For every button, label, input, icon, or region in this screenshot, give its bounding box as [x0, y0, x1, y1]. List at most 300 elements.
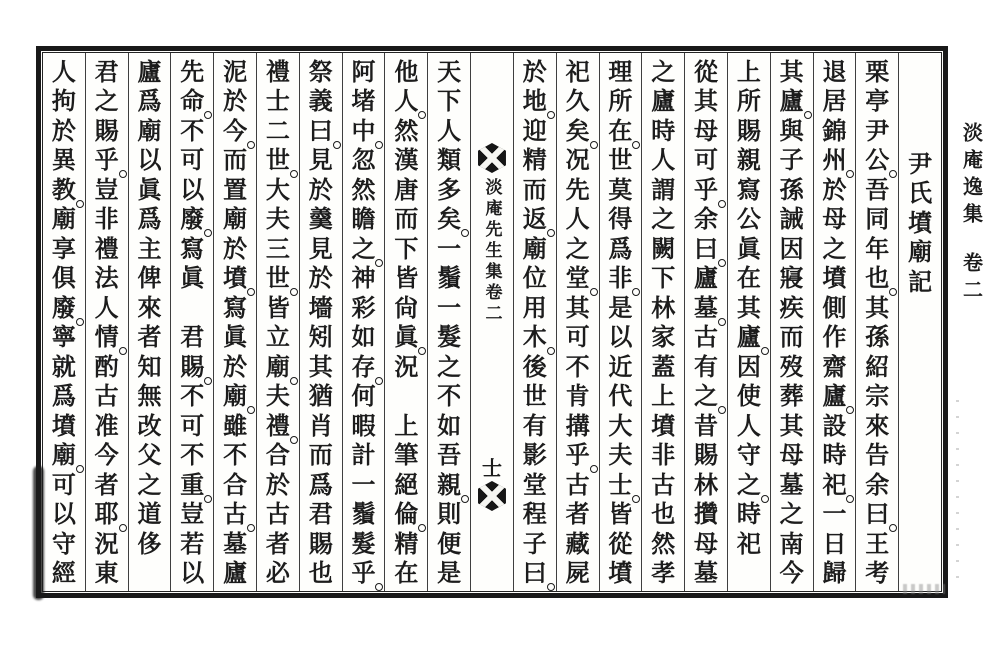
glyph: 廬: [728, 323, 770, 353]
glyph: 廬: [694, 263, 719, 293]
glyph: 祀: [814, 470, 856, 500]
glyph: 寫: [223, 292, 248, 322]
glyph: 者: [265, 528, 290, 558]
glyph: 東: [94, 558, 119, 588]
glyph: 命: [171, 87, 213, 117]
glyph: 以: [180, 558, 205, 588]
glyph: 人: [437, 115, 462, 145]
glyph: 下: [394, 233, 419, 263]
glyph: 莫: [608, 174, 633, 204]
glyph: 昔: [694, 410, 719, 440]
glyph: 之: [779, 499, 804, 529]
glyph: 墳: [651, 410, 676, 440]
glyph: 代: [608, 381, 633, 411]
glyph: 不: [565, 351, 590, 381]
glyph: 母: [779, 440, 804, 470]
glyph: 然: [651, 528, 676, 558]
glyph: 就: [51, 351, 76, 381]
glyph: 眞: [137, 174, 162, 204]
glyph: 上: [651, 381, 676, 411]
glyph: 他: [394, 56, 419, 86]
ideographic-period-mark: [547, 583, 555, 591]
glyph: 也: [856, 264, 898, 294]
glyph: 賜: [308, 528, 333, 558]
glyph: 於: [51, 115, 76, 145]
glyph: 者: [137, 322, 162, 352]
glyph: 齋: [822, 351, 847, 381]
glyph: 准: [94, 410, 119, 440]
glyph: 異: [51, 145, 76, 175]
glyph: 闕: [651, 233, 676, 263]
glyph: 之: [137, 469, 162, 499]
glyph: 家: [651, 322, 676, 352]
glyph: 者: [565, 499, 590, 529]
text-column-left-7: [170, 53, 213, 591]
glyph: 所: [608, 86, 633, 116]
glyph: 使: [736, 381, 761, 411]
margin-title-text: 淡庵逸集: [959, 122, 984, 230]
glyph: 不: [223, 440, 248, 470]
glyph: 若: [180, 528, 205, 558]
glyph: 豈: [180, 499, 205, 529]
glyph: 林: [651, 292, 676, 322]
glyph: 先: [180, 56, 205, 86]
glyph: 廬: [223, 558, 248, 588]
glyph: 王: [865, 528, 890, 558]
glyph: 而: [223, 145, 248, 175]
glyph: 余: [865, 469, 890, 499]
glyph: 酌: [94, 351, 119, 381]
glyph: 人: [385, 87, 427, 117]
glyph: 廟: [137, 115, 162, 145]
glyph: 墻: [308, 292, 333, 322]
text-column-left-2: [384, 53, 427, 591]
glyph: 人: [565, 204, 590, 234]
glyph: 之: [651, 56, 676, 86]
text-column-right-3: [770, 53, 813, 591]
glyph: 合: [223, 469, 248, 499]
page-number: 士: [481, 456, 502, 480]
glyph: 君: [308, 499, 333, 529]
glyph: 搆: [565, 410, 590, 440]
glyph: 類: [437, 145, 462, 175]
glyph: 宗: [865, 381, 890, 411]
glyph: 置: [223, 174, 248, 204]
glyph: 之: [728, 470, 770, 500]
glyph: 尙: [394, 292, 419, 322]
glyph: 以: [608, 322, 633, 352]
glyph: 下: [437, 86, 462, 116]
glyph: 見: [308, 145, 333, 175]
glyph: 在: [600, 116, 642, 146]
glyph: 從: [694, 56, 719, 86]
glyph: 世: [257, 146, 299, 176]
glyph: 程: [522, 499, 547, 529]
glyph: 寧: [51, 322, 76, 352]
glyph: 矣: [557, 116, 599, 146]
glyph: 肯: [565, 381, 590, 411]
text-column-right-9: [513, 53, 556, 591]
glyph: 其: [565, 292, 590, 322]
glyph: 曰: [300, 116, 342, 146]
glyph: 之: [685, 382, 727, 412]
glyph: 情: [86, 323, 128, 353]
margin-volume-text: 卷二: [959, 252, 984, 306]
glyph: 多: [437, 174, 462, 204]
glyph: 居: [822, 86, 847, 116]
glyph: 於: [822, 174, 847, 204]
glyph: 夫: [608, 440, 633, 470]
glyph: 因: [736, 351, 761, 381]
glyph: 位: [522, 263, 547, 293]
glyph: 君: [94, 56, 119, 86]
glyph: 人: [51, 56, 76, 86]
glyph: 孫: [865, 322, 890, 352]
glyph: 其: [779, 410, 804, 440]
glyph: 之: [822, 233, 847, 263]
glyph: 廢: [43, 293, 85, 323]
glyph: 何: [351, 381, 376, 411]
page-border-inner-line: [42, 52, 942, 592]
glyph: 從: [608, 528, 633, 558]
glyph: 廟: [522, 233, 547, 263]
glyph: 下: [651, 263, 676, 293]
glyph: 矧: [308, 322, 333, 352]
glyph: 氏: [908, 178, 933, 208]
glyph: 筆: [394, 440, 419, 470]
glyph: 拘: [51, 86, 76, 116]
glyph: 曰: [856, 500, 898, 530]
glyph: 曰: [685, 234, 727, 264]
glyph: 廬: [137, 56, 162, 86]
glyph: 其: [308, 351, 333, 381]
glyph: 皆: [265, 292, 290, 322]
glyph: 之: [437, 351, 462, 381]
glyph: 阿: [351, 56, 376, 86]
glyph: 夫: [265, 381, 290, 411]
glyph: 經: [51, 558, 76, 588]
ink-smudge-left-border: [33, 466, 44, 600]
glyph: 返: [514, 205, 556, 235]
glyph: 其: [694, 86, 719, 116]
glyph: 以: [137, 145, 162, 175]
glyph: 同: [865, 204, 890, 234]
glyph: 廟: [908, 237, 933, 267]
glyph: 之: [651, 204, 676, 234]
glyph: 忽: [351, 145, 376, 175]
glyph: 廬: [814, 382, 856, 412]
glyph: 爲: [51, 381, 76, 411]
glyph: 屍: [565, 558, 590, 588]
glyph: 廟: [257, 352, 299, 382]
glyph: 於: [308, 263, 333, 293]
glyph: 與: [779, 115, 804, 145]
glyph: 况: [565, 145, 590, 175]
glyph: 年: [865, 233, 890, 263]
glyph: 於: [522, 56, 547, 86]
glyph: 瞻: [351, 204, 376, 234]
glyph: 林: [694, 469, 719, 499]
glyph: 母: [694, 115, 719, 145]
glyph: 後: [522, 351, 547, 381]
glyph: 如: [437, 410, 462, 440]
glyph: 廬: [651, 86, 676, 116]
glyph: 祭: [308, 56, 333, 86]
glyph: 今: [779, 558, 804, 588]
glyph: 守: [736, 440, 761, 470]
glyph: 用: [522, 292, 547, 322]
glyph: 之: [343, 234, 385, 264]
glyph: 墓: [223, 528, 248, 558]
glyph: 在: [736, 263, 761, 293]
glyph: 而: [522, 174, 547, 204]
glyph: 俾: [137, 263, 162, 293]
glyph: 彩: [351, 292, 376, 322]
glyph: 非: [94, 204, 119, 234]
glyph: 則: [437, 499, 462, 529]
glyph: 俱: [51, 263, 76, 293]
text-column-left-9: [85, 53, 128, 591]
glyph: 今: [214, 116, 256, 146]
glyph: 蓋: [651, 351, 676, 381]
glyph: 賜: [694, 440, 719, 470]
glyph: 於: [308, 174, 333, 204]
fishtail-flower-ornament-bottom: [478, 481, 506, 511]
glyph: 賜: [171, 352, 213, 382]
glyph: 公: [736, 204, 761, 234]
glyph: 矣: [428, 205, 470, 235]
glyph: 然: [394, 115, 419, 145]
glyph: 爲: [137, 204, 162, 234]
glyph: 精: [522, 145, 547, 175]
glyph: 地: [514, 87, 556, 117]
glyph: 二: [265, 115, 290, 145]
glyph: 之: [94, 86, 119, 116]
glyph: 上: [394, 410, 419, 440]
ideographic-period-mark: [375, 583, 383, 591]
text-column-right-6: [641, 53, 684, 591]
glyph: 古: [214, 500, 256, 530]
glyph: 以: [51, 499, 76, 529]
glyph: 吾: [865, 174, 890, 204]
glyph: 其: [736, 292, 761, 322]
glyph: 人: [94, 292, 119, 322]
section-title-column: [898, 53, 941, 591]
glyph: 而: [394, 204, 419, 234]
text-block: [43, 53, 941, 591]
glyph: 所: [736, 86, 761, 116]
glyph: 先: [565, 174, 590, 204]
glyph: 不: [437, 381, 462, 411]
glyph: 側: [822, 292, 847, 322]
glyph: 其: [779, 56, 804, 86]
glyph: 爲: [137, 86, 162, 116]
glyph: 廢: [171, 205, 213, 235]
glyph: 墓: [685, 293, 727, 323]
glyph: 墳: [51, 410, 76, 440]
glyph: 法: [94, 263, 119, 293]
glyph: 理: [608, 56, 633, 86]
glyph: 於: [265, 469, 290, 499]
glyph: 古: [565, 469, 590, 499]
glyph: 世: [257, 264, 299, 294]
glyph: 謂: [651, 174, 676, 204]
glyph: 可: [180, 410, 205, 440]
glyph: 者: [94, 469, 119, 499]
glyph: 世: [522, 381, 547, 411]
glyph: 可: [694, 145, 719, 175]
glyph: 今: [94, 440, 119, 470]
glyph: 時: [736, 499, 761, 529]
glyph: 來: [137, 292, 162, 322]
glyph: 也: [308, 558, 333, 588]
glyph: 寫: [180, 233, 205, 263]
page-border-frame: [36, 46, 948, 598]
glyph: 廟: [51, 204, 76, 234]
glyph: 乎: [557, 441, 599, 471]
glyph: 迎: [522, 115, 547, 145]
glyph: 必: [265, 558, 290, 588]
glyph: 於: [223, 233, 248, 263]
glyph: 墳: [608, 558, 633, 588]
glyph: 有: [694, 351, 719, 381]
glyph: 無: [137, 381, 162, 411]
glyph: 見: [308, 233, 333, 263]
glyph: 一: [822, 499, 847, 529]
glyph: 況: [94, 528, 119, 558]
glyph: 寫: [736, 174, 761, 204]
glyph: 便: [437, 528, 462, 558]
glyph: 大: [265, 174, 290, 204]
glyph: 髮: [351, 528, 376, 558]
glyph: 久: [565, 86, 590, 116]
scan-speckles-right-margin: [956, 400, 959, 590]
glyph: 上: [736, 56, 761, 86]
glyph: 夫: [265, 204, 290, 234]
glyph: 乎: [685, 175, 727, 205]
honorific-space: [171, 293, 213, 323]
glyph: 禮: [94, 233, 119, 263]
glyph: 母: [822, 204, 847, 234]
center-fold-book-title: 淡庵先生集卷二: [481, 178, 502, 325]
glyph: 墓: [779, 469, 804, 499]
glyph: 古: [265, 499, 290, 529]
glyph: 時: [651, 115, 676, 145]
glyph: 不: [180, 440, 205, 470]
glyph: 於: [223, 86, 248, 116]
glyph: 祀: [565, 56, 590, 86]
glyph: 堂: [557, 264, 599, 294]
glyph: 皆: [608, 499, 633, 529]
glyph: 父: [137, 440, 162, 470]
glyph: 在: [394, 558, 419, 588]
glyph: 乎: [86, 146, 128, 176]
glyph: 影: [522, 440, 547, 470]
text-column-left-3: [342, 53, 385, 591]
glyph: 然: [351, 174, 376, 204]
glyph: 人: [651, 145, 676, 175]
glyph: 神: [351, 263, 376, 293]
glyph: 墳: [214, 264, 256, 294]
glyph: 立: [265, 322, 290, 352]
glyph: 主: [137, 233, 162, 263]
glyph: 堂: [522, 469, 547, 499]
fishtail-flower-ornament-top: [478, 143, 506, 173]
glyph: 眞: [180, 263, 205, 293]
glyph: 疾: [779, 292, 804, 322]
glyph: 子: [522, 528, 547, 558]
glyph: 南: [779, 528, 804, 558]
glyph: 暇: [351, 410, 376, 440]
text-column-right-7: [599, 53, 642, 591]
glyph: 以: [180, 174, 205, 204]
text-column-left-8: [128, 53, 171, 591]
glyph: 是: [608, 292, 633, 322]
text-column-left-5: [256, 53, 299, 591]
glyph: 守: [51, 528, 76, 558]
glyph: 眞: [385, 323, 427, 353]
glyph: 世: [608, 145, 633, 175]
glyph: 墳: [822, 263, 847, 293]
glyph: 記: [908, 266, 933, 296]
glyph: 可: [51, 469, 76, 499]
glyph: 倫: [385, 500, 427, 530]
glyph: 亭: [865, 86, 890, 116]
glyph: 雖: [223, 410, 248, 440]
glyph: 葬: [779, 381, 804, 411]
glyph: 不: [180, 381, 205, 411]
glyph: 眞: [736, 233, 761, 263]
glyph: 士: [265, 86, 290, 116]
glyph: 子: [779, 145, 804, 175]
glyph: 州: [814, 146, 856, 176]
glyph: 誡: [779, 204, 804, 234]
glyph: 絕: [394, 469, 419, 499]
glyph: 尹: [908, 148, 933, 178]
glyph: 歿: [779, 351, 804, 381]
glyph: 教: [43, 175, 85, 205]
glyph: 非: [651, 440, 676, 470]
text-column-left-4: [299, 53, 342, 591]
glyph: 唐: [394, 174, 419, 204]
glyph: 考: [865, 558, 890, 588]
glyph: 告: [865, 440, 890, 470]
glyph: 可: [565, 322, 590, 352]
glyph: 況: [394, 351, 419, 381]
glyph: 吾: [437, 440, 462, 470]
glyph: 廟: [214, 382, 256, 412]
glyph: 藏: [565, 528, 590, 558]
glyph: 曰: [514, 559, 556, 589]
glyph: 存: [343, 352, 385, 382]
glyph: 一: [351, 469, 376, 499]
glyph: 大: [608, 410, 633, 440]
glyph: 有: [522, 410, 547, 440]
glyph: 廟: [223, 204, 248, 234]
glyph: 義: [308, 86, 333, 116]
glyph: 禮: [257, 411, 299, 441]
glyph: 得: [608, 204, 633, 234]
glyph: 鬚: [351, 499, 376, 529]
glyph: 近: [608, 351, 633, 381]
center-fold-column: [470, 53, 513, 591]
glyph: 退: [822, 56, 847, 86]
glyph: 廟: [43, 441, 85, 471]
glyph: 如: [351, 322, 376, 352]
glyph: 乎: [343, 559, 385, 589]
glyph: 而: [308, 440, 333, 470]
glyph: 祀: [736, 528, 761, 558]
